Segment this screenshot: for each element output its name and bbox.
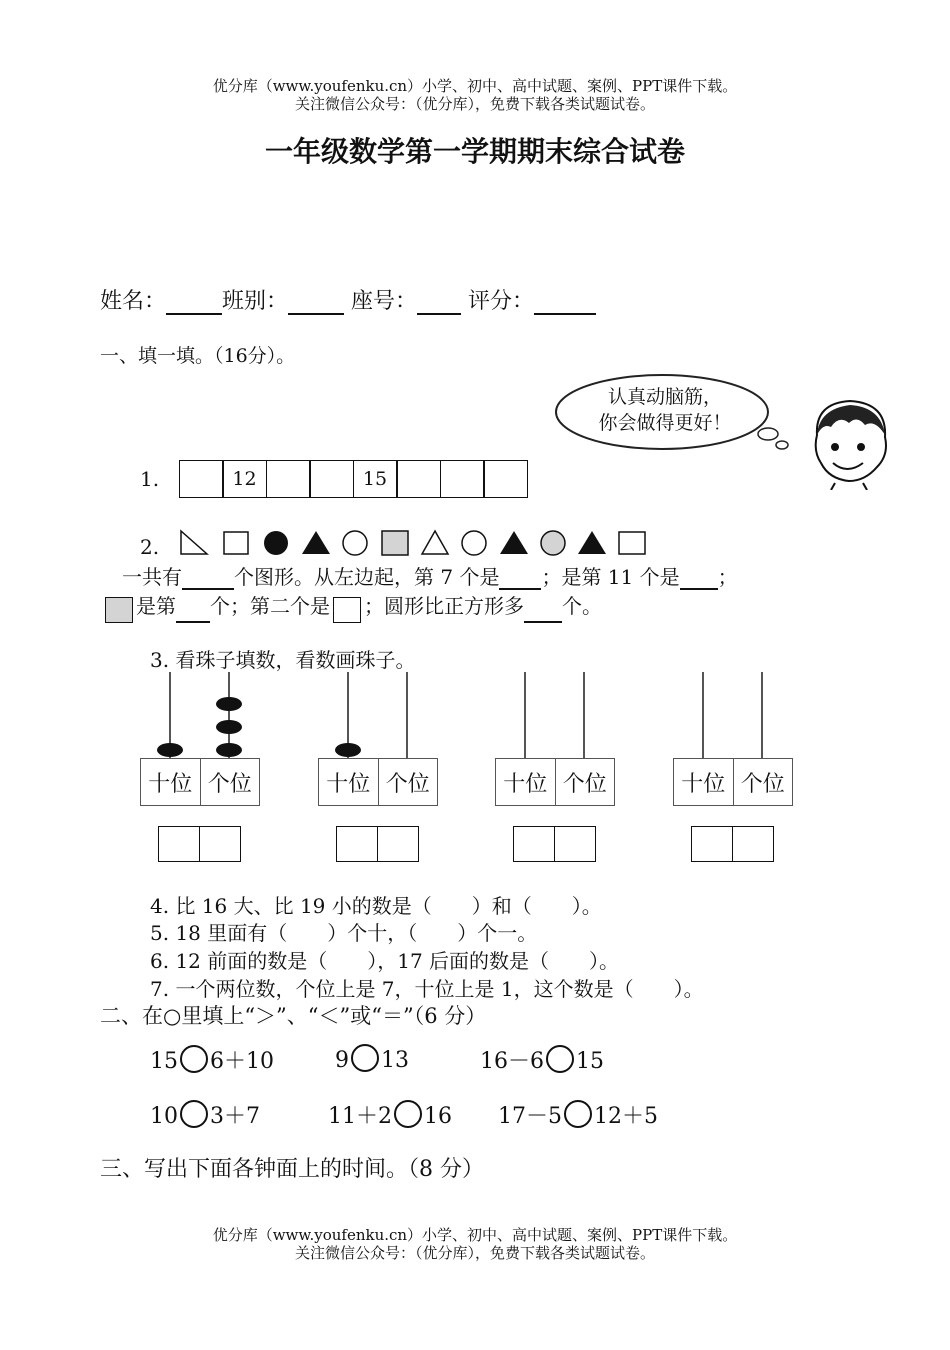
abacus-place-label-box xyxy=(318,758,438,806)
abacus-answer-boxes xyxy=(691,826,774,862)
q1-box[interactable]: 12 xyxy=(222,460,267,498)
ones-answer-box[interactable] xyxy=(555,826,596,862)
bubble-line-1: 认真动脑筋， xyxy=(607,386,722,408)
square-icon xyxy=(619,532,645,554)
class-blank[interactable] xyxy=(288,291,344,315)
seat-blank[interactable] xyxy=(417,291,461,315)
compare-right: 3＋7 xyxy=(210,1104,260,1129)
q2-text: ；是第 11 个是 xyxy=(541,565,680,589)
abacus-place-label-box xyxy=(495,758,615,806)
q2-text: 是第 xyxy=(136,594,176,618)
q2-text: ； xyxy=(717,565,738,589)
q5-text: 5. 18 里面有（ ）个十，（ ）个一。 xyxy=(150,921,538,945)
compare-right: 16 xyxy=(424,1104,452,1129)
compare-circle[interactable] xyxy=(180,1100,208,1128)
header-line-2: 关注微信公众号：（优分库），免费下载各类试题试卷。 xyxy=(294,95,655,113)
compare-left: 10 xyxy=(150,1104,178,1129)
q2-blank-total[interactable] xyxy=(182,566,234,590)
q1-number-boxes xyxy=(180,460,528,498)
section-3-heading: 三、写出下面各钟面上的时间。（8 分） xyxy=(100,1157,484,1182)
compare-right: 15 xyxy=(576,1049,604,1074)
q7-text: 7. 一个两位数，个位上是 7，十位上是 1，这个数是（ ）。 xyxy=(150,977,704,1001)
q2-line-1 xyxy=(122,561,738,590)
compare-left: 15 xyxy=(150,1049,178,1074)
abacus-bead xyxy=(157,743,183,757)
name-blank[interactable] xyxy=(166,291,222,315)
filled-triangle-icon xyxy=(302,531,330,554)
abacus-answer-boxes xyxy=(513,826,596,862)
ones-rod xyxy=(583,672,585,758)
compare-right: 12＋5 xyxy=(594,1104,658,1129)
circle-icon xyxy=(343,531,367,555)
abacus-answer-boxes xyxy=(158,826,241,862)
compare-right: 6＋10 xyxy=(210,1049,274,1074)
q2-blank-position[interactable] xyxy=(176,599,210,623)
compare-right: 13 xyxy=(381,1048,409,1073)
compare-left: 17－5 xyxy=(498,1104,562,1129)
q2-label: 2. xyxy=(140,535,160,559)
q1-box[interactable] xyxy=(179,460,224,498)
ones-label: 个位 xyxy=(733,759,793,805)
abacus-bead xyxy=(216,743,242,757)
section-2-heading: 二、在○里填上“＞”、“＜”或“＝”（6 分） xyxy=(100,1004,487,1028)
q1-label: 1. xyxy=(140,467,160,491)
q2-blank-difference[interactable] xyxy=(524,599,562,623)
q2-text: ；圆形比正方形多 xyxy=(364,594,524,618)
abacus-answer-boxes xyxy=(336,826,419,862)
q1-box[interactable] xyxy=(396,460,441,498)
right-triangle-icon xyxy=(181,531,207,554)
bubble-text xyxy=(565,384,765,436)
name-label: 姓名： xyxy=(100,289,167,314)
circle-icon xyxy=(462,531,486,555)
compare-circle[interactable] xyxy=(394,1100,422,1128)
ones-label: 个位 xyxy=(555,759,615,805)
seat-label: 座号： xyxy=(351,289,418,314)
q2-blank-seventh[interactable] xyxy=(499,566,541,590)
compare-left: 16－6 xyxy=(480,1049,544,1074)
tens-rod xyxy=(702,672,704,758)
q2-line-2 xyxy=(102,590,602,623)
compare-circle[interactable] xyxy=(564,1100,592,1128)
section-1-heading: 一、填一填。（16分）。 xyxy=(100,345,296,367)
compare-item xyxy=(498,1099,658,1130)
compare-item xyxy=(335,1044,409,1073)
tens-rod xyxy=(524,672,526,758)
tens-answer-box[interactable] xyxy=(336,826,378,862)
q1-box[interactable] xyxy=(440,460,485,498)
abacus-bead xyxy=(216,720,242,734)
triangle-icon xyxy=(422,531,448,554)
ones-rod xyxy=(406,672,408,758)
q1-box[interactable] xyxy=(266,460,311,498)
page-title: 一年级数学第一学期期末综合试卷 xyxy=(264,135,685,168)
footer-line-2: 关注微信公众号：（优分库），免费下载各类试题试卷。 xyxy=(294,1244,655,1262)
ones-answer-box[interactable] xyxy=(378,826,419,862)
gray-circle-icon xyxy=(541,531,565,555)
abacus-place-label-box xyxy=(140,758,260,806)
compare-circle[interactable] xyxy=(180,1045,208,1073)
q1-box[interactable]: 15 xyxy=(353,460,398,498)
ones-label: 个位 xyxy=(200,759,260,805)
compare-item xyxy=(150,1099,260,1130)
q1-box[interactable] xyxy=(483,460,528,498)
student-info-line xyxy=(100,284,596,315)
square-icon xyxy=(224,532,248,554)
abacus-place-label-box xyxy=(673,758,793,806)
filled-triangle-icon xyxy=(500,531,528,554)
q2-text: 个。 xyxy=(562,594,602,618)
q2-answer-square[interactable] xyxy=(333,597,361,623)
abacus-bead xyxy=(216,697,242,711)
abacus-bead xyxy=(335,743,361,757)
class-label: 班别： xyxy=(222,289,289,314)
q6-text: 6. 12 前面的数是（ ），17 后面的数是（ ）。 xyxy=(150,949,620,973)
tens-label: 十位 xyxy=(503,771,548,797)
compare-left: 11＋2 xyxy=(328,1104,392,1129)
footer-line-1: 优分库（www.youfenku.cn）小学、初中、高中试题、案例、PPT课件下载。 xyxy=(212,1226,738,1244)
header-line-1: 优分库（www.youfenku.cn）小学、初中、高中试题、案例、PPT课件下载。 xyxy=(212,77,738,95)
q2-text: 个；第二个是 xyxy=(210,594,330,618)
q3-text: 3. 看珠子填数，看数画珠子。 xyxy=(150,648,416,672)
q2-shapes-row xyxy=(175,527,655,559)
tens-answer-box[interactable] xyxy=(513,826,555,862)
tens-answer-box[interactable] xyxy=(158,826,200,862)
q2-blank-eleventh[interactable] xyxy=(680,566,718,590)
score-blank[interactable] xyxy=(534,291,596,315)
compare-left: 9 xyxy=(335,1048,349,1073)
tens-label: 十位 xyxy=(148,771,193,797)
child-face-icon xyxy=(805,395,895,490)
bubble-line-2: 你会做得更好！ xyxy=(598,412,732,434)
compare-item xyxy=(328,1099,452,1130)
compare-circle[interactable] xyxy=(546,1045,574,1073)
score-label: 评分： xyxy=(468,289,535,314)
filled-circle-icon xyxy=(264,531,288,555)
tens-label: 十位 xyxy=(326,771,371,797)
q4-text: 4. 比 16 大、比 19 小的数是（ ）和（ ）。 xyxy=(150,894,602,918)
compare-item xyxy=(480,1044,604,1075)
ones-label: 个位 xyxy=(378,759,438,805)
filled-triangle-icon xyxy=(578,531,606,554)
tens-answer-box[interactable] xyxy=(691,826,733,862)
tens-label: 十位 xyxy=(681,771,726,797)
compare-item xyxy=(150,1044,274,1075)
compare-circle[interactable] xyxy=(351,1044,379,1072)
ones-rod xyxy=(761,672,763,758)
ones-answer-box[interactable] xyxy=(733,826,774,862)
ones-answer-box[interactable] xyxy=(200,826,241,862)
q1-box[interactable] xyxy=(309,460,354,498)
gray-square-icon xyxy=(382,531,408,555)
q2-text: 一共有 xyxy=(122,565,182,589)
q2-text: 个图形。从左边起，第 7 个是 xyxy=(234,565,500,589)
gray-square-icon xyxy=(105,597,133,623)
